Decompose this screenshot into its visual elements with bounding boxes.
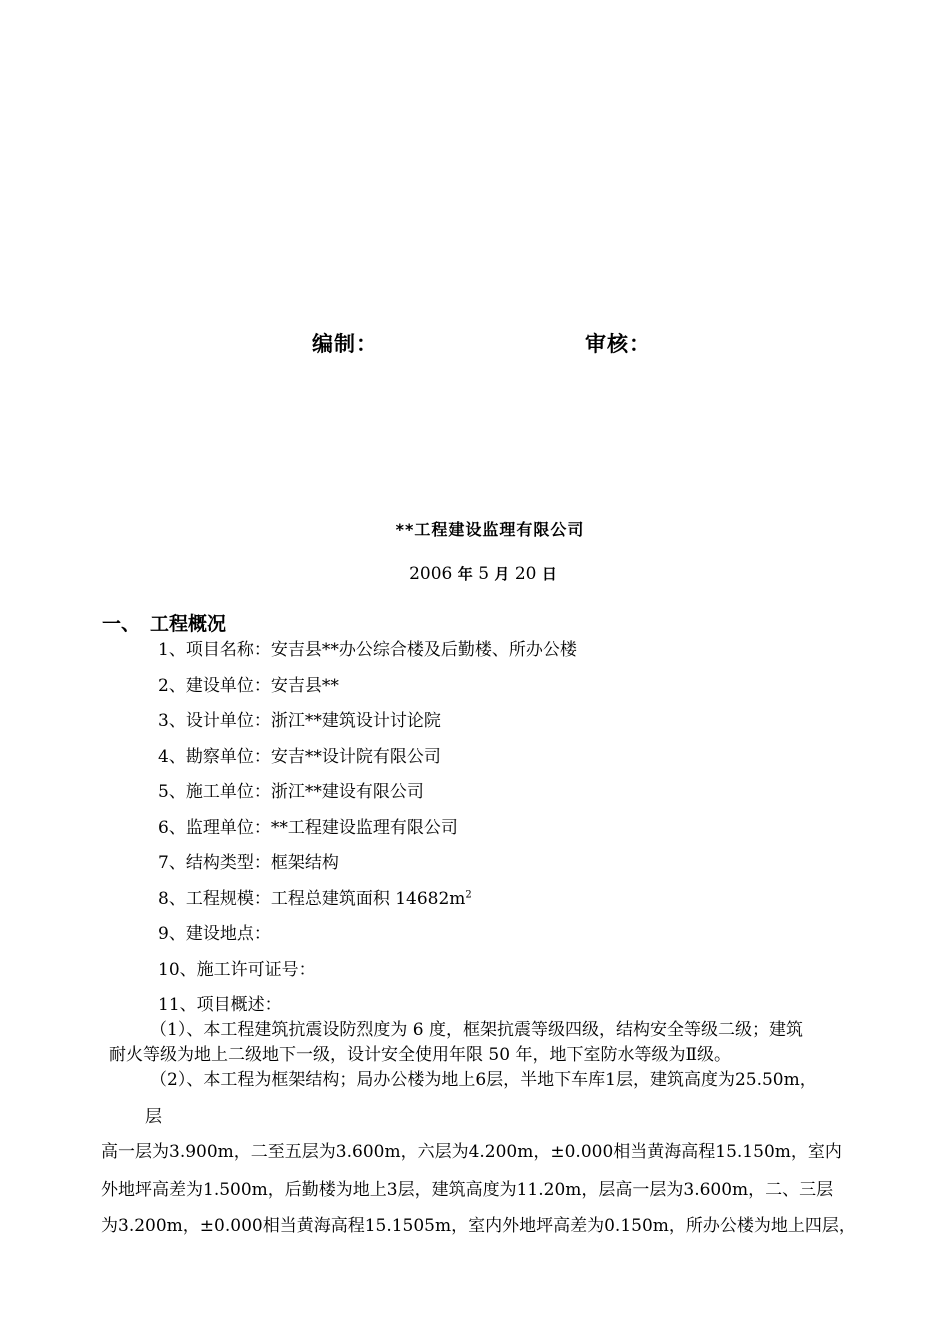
overview-paragraph-2-line-5: 为3.200m，±0.000相当黄海高程15.1505m，室内外地坪高差为0.150m，所办公楼为地上四层， (101, 1216, 856, 1236)
list-item: 6、监理单位：**工程建设监理有限公司 (158, 818, 458, 838)
overview-paragraph-1-line-2: 耐火等级为地上二级地下一级，设计安全使用年限 50 年，地下室防水等级为Ⅱ级。 (109, 1045, 731, 1065)
list-item: 9、建设地点： (158, 924, 271, 944)
reviewer-signature-label: 审核： (585, 332, 651, 356)
company-name: **工程建设监理有限公司 (395, 520, 585, 539)
list-item: 1、项目名称：安吉县**办公综合楼及后勤楼、所办公楼 (158, 640, 577, 660)
section-heading (102, 609, 226, 636)
list-item: 4、勘察单位：安吉**设计院有限公司 (158, 747, 441, 767)
list-item: 2、建设单位：安吉县** (158, 676, 339, 696)
overview-paragraph-1-line-1: （1）、本工程建筑抗震设防烈度为 6 度，框架抗震等级四级，结构安全等级二级；建筑 (150, 1020, 803, 1040)
list-item: 10、施工许可证号： (158, 960, 316, 980)
date-year-char: 年 (457, 565, 473, 583)
overview-paragraph-2-line-2: 层 (145, 1107, 162, 1127)
list-item-area (158, 884, 472, 909)
date-month-char: 月 (494, 565, 510, 583)
list-item: 11、项目概述： (158, 995, 282, 1015)
date-month: 5 (478, 564, 490, 584)
overview-paragraph-2-line-4: 外地坪高差为1.500m，后勤楼为地上3层，建筑高度为11.20m，层高一层为3.600m，二、三层 (101, 1180, 834, 1200)
list-item: 5、施工单位：浙江**建设有限公司 (158, 782, 424, 802)
compiler-signature-label: 编制： (312, 332, 378, 356)
date-day-char: 日 (541, 565, 557, 583)
section-title: 工程概况 (150, 613, 227, 635)
date-day: 20 (514, 564, 537, 584)
list-item: 7、结构类型：框架结构 (158, 853, 339, 873)
overview-paragraph-2-line-3: 高一层为3.900m，二至五层为3.600m，六层为4.200m，±0.000相当黄海高程15.150m，室内 (101, 1142, 842, 1162)
document-date (0, 563, 950, 584)
list-item: 3、设计单位：浙江**建筑设计讨论院 (158, 711, 441, 731)
overview-paragraph-2-line-1: （2）、本工程为框架结构；局办公楼为地上6层，半地下车库1层，建筑高度为25.50m， (150, 1070, 817, 1090)
section-number: 一、 (102, 613, 141, 635)
date-year: 2006 (409, 564, 453, 584)
area-text: 8、工程规模：工程总建筑面积 14682m (158, 889, 466, 909)
area-superscript: 2 (465, 889, 472, 901)
